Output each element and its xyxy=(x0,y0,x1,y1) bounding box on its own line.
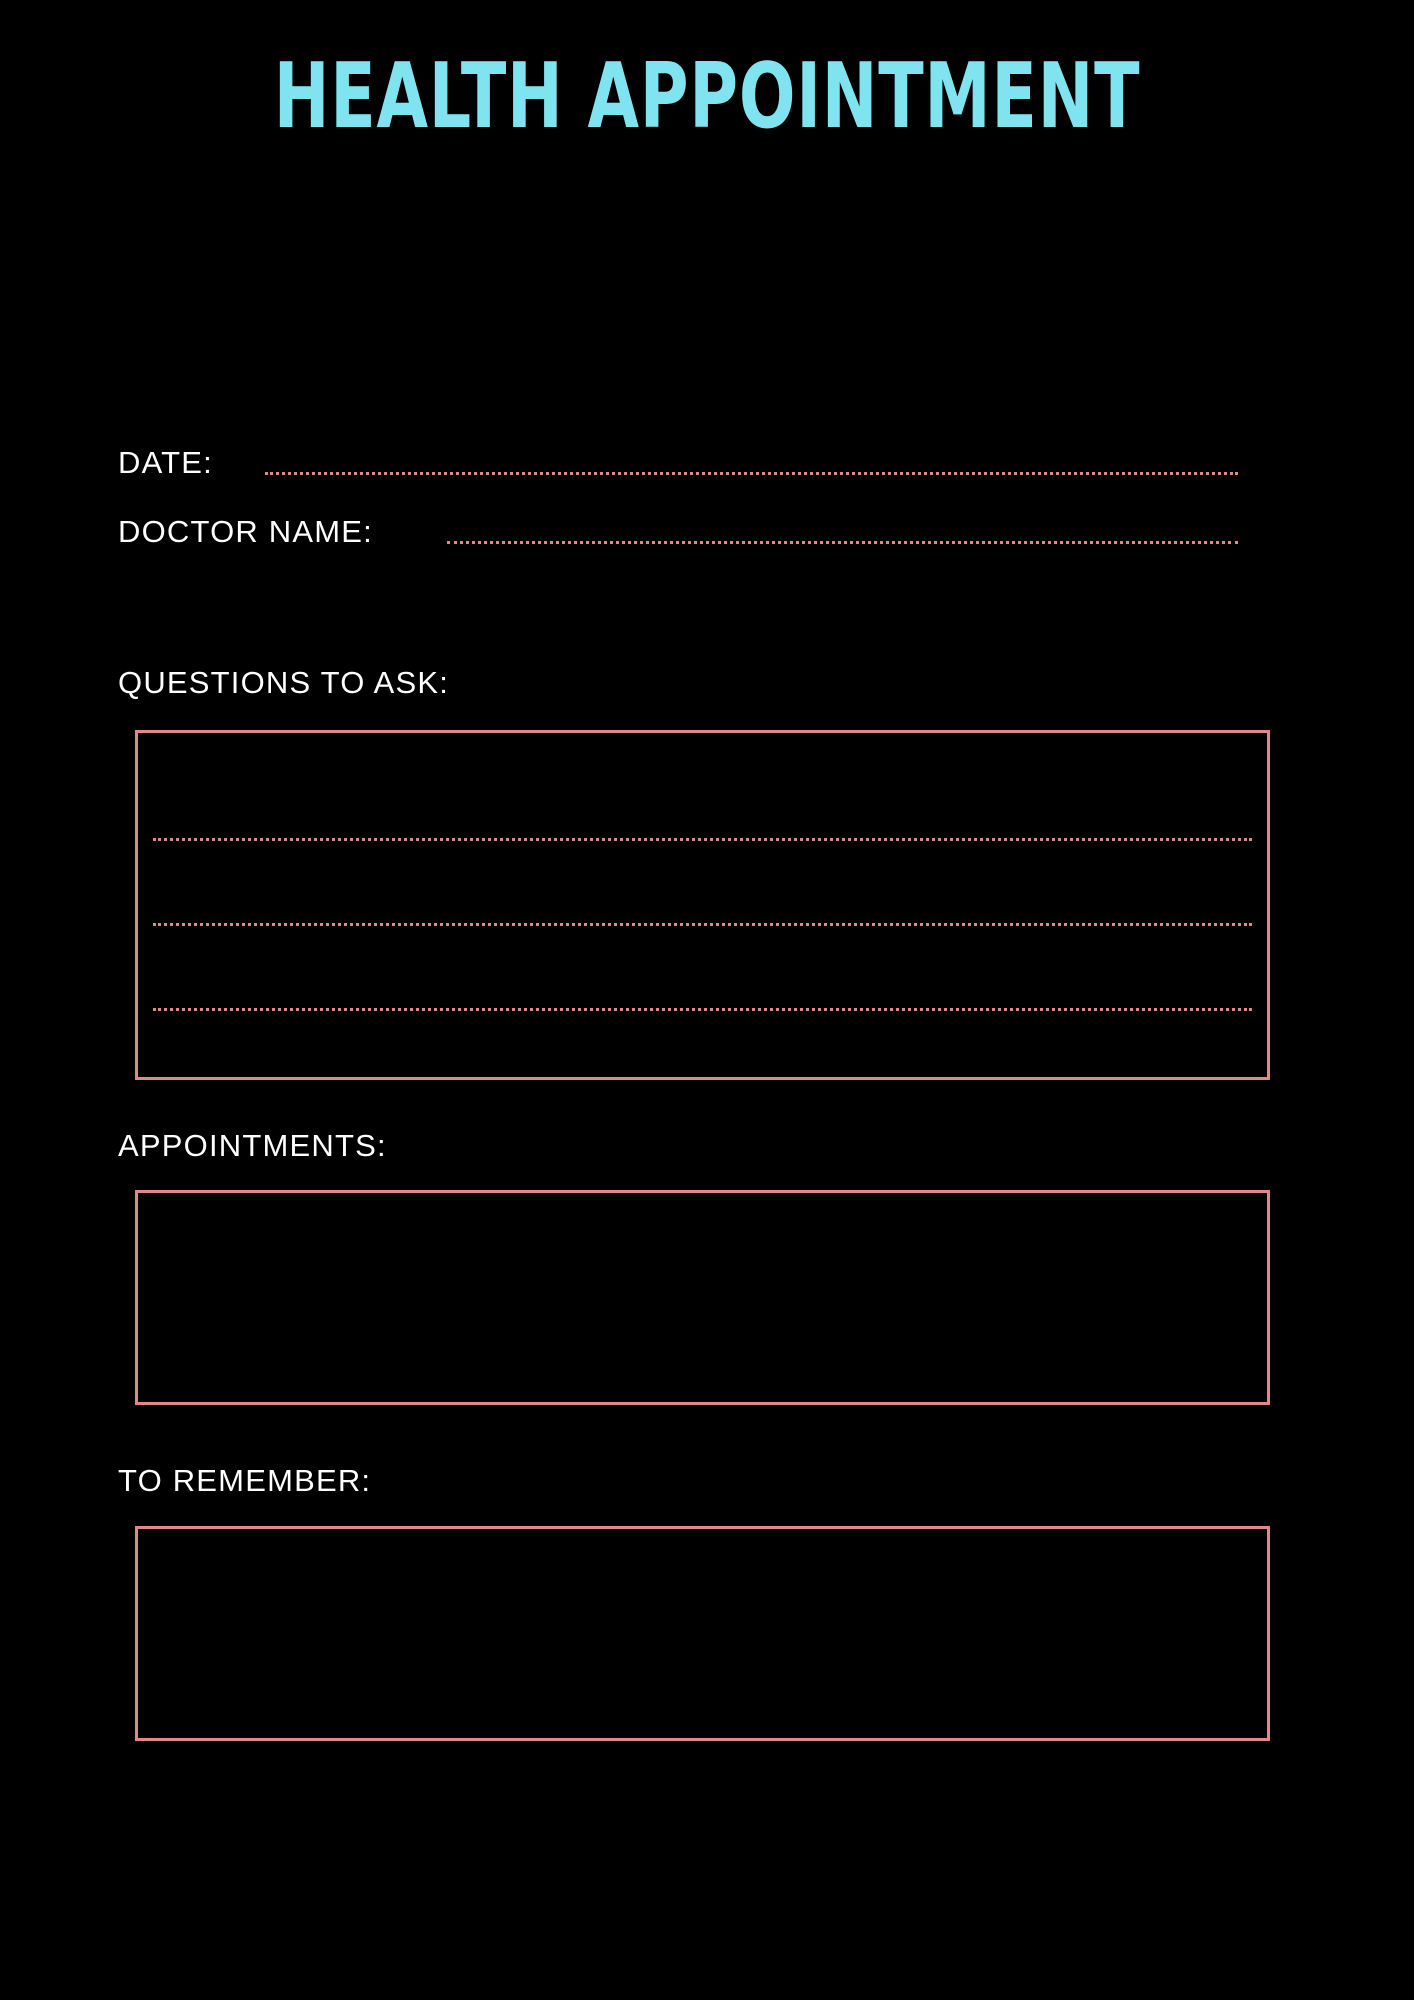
to-remember-box[interactable] xyxy=(135,1526,1270,1741)
appointments-label: APPOINTMENTS: xyxy=(118,1128,387,1163)
questions-writing-lines xyxy=(138,733,1267,1077)
date-label: DATE: xyxy=(118,445,213,480)
page-title: HEALTH APPOINTMENT xyxy=(273,44,1141,149)
appointments-box[interactable] xyxy=(135,1190,1270,1405)
questions-to-ask-box[interactable] xyxy=(135,730,1270,1080)
questions-to-ask-label: QUESTIONS TO ASK: xyxy=(118,665,450,700)
doctor-name-label: DOCTOR NAME: xyxy=(118,514,373,549)
questions-line-2 xyxy=(153,923,1252,926)
questions-line-1 xyxy=(153,838,1252,841)
doctor-name-field-row xyxy=(118,514,1238,550)
doctor-name-input-line[interactable] xyxy=(447,541,1238,544)
to-remember-label: TO REMEMBER: xyxy=(118,1463,372,1498)
date-input-line[interactable] xyxy=(265,472,1238,475)
questions-line-3 xyxy=(153,1008,1252,1011)
date-field-row xyxy=(118,445,1238,481)
